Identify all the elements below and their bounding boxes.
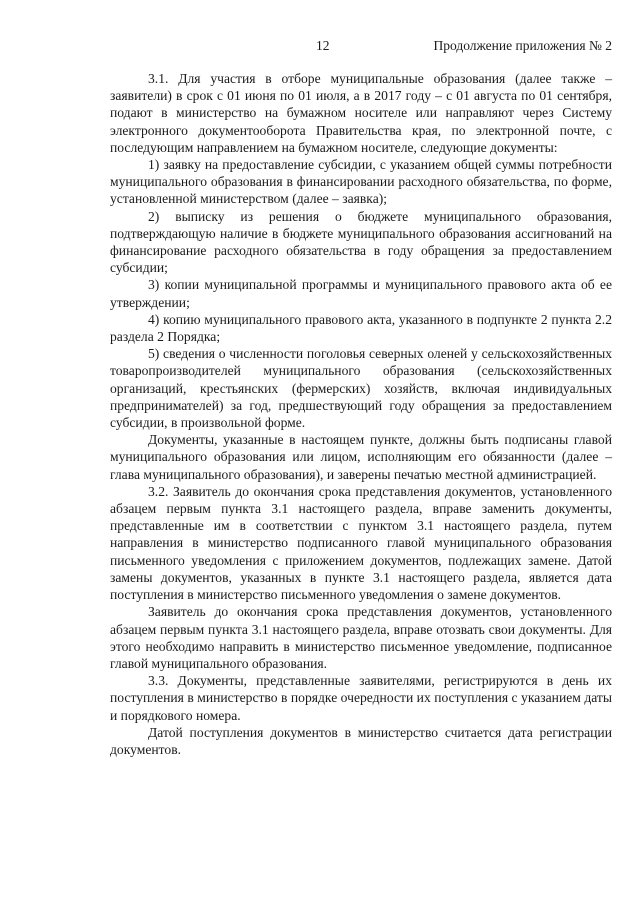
paragraph-signature-requirement: Документы, указанные в настоящем пункте, должны быть подписаны главой муниципального образования или лицом, исполняющим его обязанности (далее – глава муниципального образования), и заверены печатью местной администрацией. [110,432,612,482]
paragraph-receipt-date: Датой поступления документов в министерство считается дата регистрации документов. [110,724,612,757]
paragraph-3-1: 3.1. Для участия в отборе муниципальные образования (далее также – заявители) в срок с 01 июня по 01 июля, а в 2017 году – с 01 августа по 01 сентября, подают в министерство на бумажном носителе или направляют через Систему электронного документооборота Правительства края, по электронной почте, с последующим направлением на бумажном носителе, следующие документы: [110,71,612,155]
paragraph-withdrawal: Заявитель до окончания срока представления документов, установленного абзацем первым пункта 3.1 настоящего раздела, вправе отозвать свои документы. Для этого необходимо направить в министерство письменное уведомление, подписанное главой муниципального образования. [110,604,612,671]
page-header [110,37,612,55]
appendix-label: Продолжение приложения № 2 [433,38,612,53]
paragraph-3-2: 3.2. Заявитель до окончания срока представления документов, установленного абзацем первым пункта 3.1 настоящего раздела, вправе заменить документы, представленные им в соответствии с пунктом 3.1 настоящего раздела, путем направления в министерство подписанного главой муниципального образования письменного уведомления с приложением документов, подлежащих замене. Датой замены документов, указанных в пункте 3.1 настоящего раздела, является дата поступления в министерство письменного уведомления о замене документов. [110,483,612,603]
list-item-5: 5) сведения о численности поголовья северных оленей у сельскохозяйственных товаропроизводителей муниципального образования (сельскохозяйственных организаций, крестьянских (фермерских) хозяйств, включая индивидуальных предпринимателей) за год, предшествующий году обращения за предоставлением субсидии, в произвольной форме. [110,346,612,431]
list-item-4: 4) копию муниципального правового акта, указанного в подпункте 2 пункта 2.2 раздела 2 Порядка; [110,311,612,345]
document-body [110,70,612,758]
page-number: 12 [316,38,330,53]
list-item-3: 3) копии муниципальной программы и муниципального правового акта об ее утверждении; [110,277,612,310]
list-item-1: 1) заявку на предоставление субсидии, с указанием общей суммы потребности муниципального образования в финансировании расходного обязательства, по форме, установленной министерством (далее – заявка); [110,157,612,207]
list-item-2: 2) выписку из решения о бюджете муниципального образования, подтверждающую наличие в бюджете муниципального образования ассигнований на финансирование расходного обязательства в году обращения за предоставлением субсидии; [110,208,612,276]
paragraph-3-3: 3.3. Документы, представленные заявителями, регистрируются в день их поступления в министерство в порядке очередности их поступления с указанием даты и порядкового номера. [110,673,612,723]
